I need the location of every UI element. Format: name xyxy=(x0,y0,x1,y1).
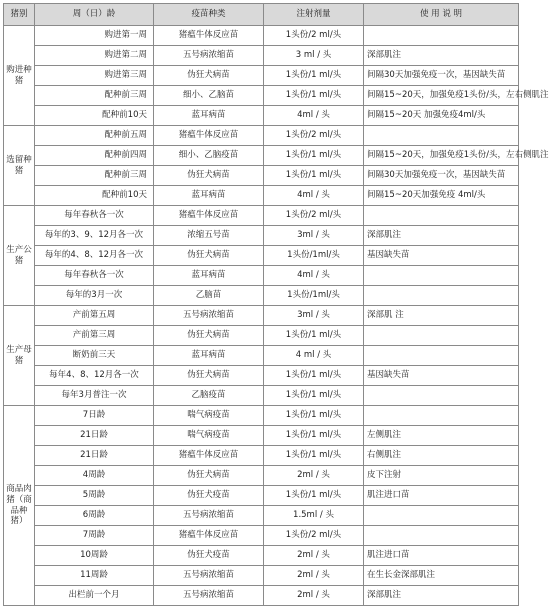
note-cell: 左侧肌注 xyxy=(364,426,519,446)
note-cell: 基因缺失苗 xyxy=(364,246,519,266)
age-cell: 断奶前三天 xyxy=(35,346,154,366)
age-cell: 11周龄 xyxy=(35,566,154,586)
header-vaccine: 疫苗种类 xyxy=(154,4,264,26)
note-cell: 皮下注射 xyxy=(364,466,519,486)
table-row xyxy=(4,66,519,86)
dose-cell: 2ml / 头 xyxy=(264,566,364,586)
note-cell: 深部肌 注 xyxy=(364,306,519,326)
age-cell: 购进第三周 xyxy=(35,66,154,86)
table-row xyxy=(4,426,519,446)
table-row xyxy=(4,86,519,106)
dose-cell: 2ml / 头 xyxy=(264,586,364,606)
dose-cell: 2ml / 头 xyxy=(264,466,364,486)
note-cell: 间隔15~20天加强免疫 4ml/头 xyxy=(364,186,519,206)
dose-cell: 1头份/1 ml/头 xyxy=(264,326,364,346)
age-cell: 产前第五周 xyxy=(35,306,154,326)
note-cell xyxy=(364,126,519,146)
table-row xyxy=(4,106,519,126)
table-row xyxy=(4,306,519,326)
table-row xyxy=(4,526,519,546)
table-row xyxy=(4,286,519,306)
vaccine-cell: 伪狂犬病苗 xyxy=(154,166,264,186)
age-cell: 21日龄 xyxy=(35,426,154,446)
age-cell: 5周龄 xyxy=(35,486,154,506)
dose-cell: 1头份/1 ml/头 xyxy=(264,146,364,166)
table-row xyxy=(4,26,519,46)
vaccine-cell: 伪狂犬病苗 xyxy=(154,326,264,346)
age-cell: 21日龄 xyxy=(35,446,154,466)
note-cell: 间隔30天加强免疫一次，基因缺失苗 xyxy=(364,66,519,86)
age-cell: 配种前五周 xyxy=(35,126,154,146)
age-cell: 配种前三周 xyxy=(35,166,154,186)
age-cell: 每年春秋各一次 xyxy=(35,206,154,226)
vaccine-cell: 猪瘟牛体反应苗 xyxy=(154,446,264,466)
dose-cell: 1头份/2 ml/头 xyxy=(264,526,364,546)
age-cell: 配种前四周 xyxy=(35,146,154,166)
vaccine-cell: 乙脑苗 xyxy=(154,286,264,306)
vaccine-cell: 乙脑疫苗 xyxy=(154,386,264,406)
note-cell: 间隔30天加强免疫一次，基因缺失苗 xyxy=(364,166,519,186)
table-row xyxy=(4,226,519,246)
vaccine-cell: 细小、乙脑疫苗 xyxy=(154,146,264,166)
dose-cell: 2ml / 头 xyxy=(264,546,364,566)
vaccine-cell: 伪狂犬病苗 xyxy=(154,246,264,266)
table-row xyxy=(4,366,519,386)
note-cell xyxy=(364,206,519,226)
age-cell: 每年4、8、12月各一次 xyxy=(35,366,154,386)
dose-cell: 1头份/1 ml/头 xyxy=(264,86,364,106)
dose-cell: 1头份/1 ml/头 xyxy=(264,446,364,466)
vaccine-cell: 浓缩五号苗 xyxy=(154,226,264,246)
age-cell: 配种前10天 xyxy=(35,106,154,126)
vaccination-schedule-table xyxy=(3,3,549,606)
table-row xyxy=(4,446,519,466)
dose-cell: 1头份/1ml/头 xyxy=(264,246,364,266)
dose-cell: 1头份/2 ml/头 xyxy=(264,26,364,46)
category-cell: 选留种猪 xyxy=(4,126,35,206)
age-cell: 每年的3月一次 xyxy=(35,286,154,306)
vaccine-cell: 伪狂犬疫苗 xyxy=(154,486,264,506)
note-cell xyxy=(364,26,519,46)
age-cell: 出栏前一个月 xyxy=(35,586,154,606)
age-cell: 配种前三周 xyxy=(35,86,154,106)
note-cell xyxy=(364,386,519,406)
header-dose: 注射剂量 xyxy=(264,4,364,26)
dose-cell: 4ml / 头 xyxy=(264,266,364,286)
table-row xyxy=(4,586,519,606)
age-cell: 每年的4、8、12月各一次 xyxy=(35,246,154,266)
header-pig-type: 猪别 xyxy=(4,4,35,26)
dose-cell: 1头份/1 ml/头 xyxy=(264,366,364,386)
note-cell: 深部肌注 xyxy=(364,586,519,606)
note-cell xyxy=(364,526,519,546)
age-cell: 购进第二周 xyxy=(35,46,154,66)
note-cell xyxy=(364,286,519,306)
dose-cell: 1头份/1 ml/头 xyxy=(264,66,364,86)
table-row xyxy=(4,246,519,266)
vaccine-cell: 蓝耳病苗 xyxy=(154,106,264,126)
note-cell: 肌注进口苗 xyxy=(364,546,519,566)
vaccine-cell: 五号病浓缩苗 xyxy=(154,506,264,526)
vaccine-cell: 五号病浓缩苗 xyxy=(154,566,264,586)
vaccine-cell: 猪瘟牛体反应苗 xyxy=(154,26,264,46)
dose-cell: 3ml / 头 xyxy=(264,306,364,326)
table-row xyxy=(4,266,519,286)
dose-cell: 1头份/1ml/头 xyxy=(264,286,364,306)
vaccine-cell: 蓝耳病苗 xyxy=(154,266,264,286)
table-row xyxy=(4,506,519,526)
vaccine-cell: 五号病浓缩苗 xyxy=(154,306,264,326)
vaccine-cell: 伪狂犬病苗 xyxy=(154,366,264,386)
note-cell: 深部肌注 xyxy=(364,46,519,66)
age-cell: 购进第一周 xyxy=(35,26,154,46)
dose-cell: 1头份/1 ml/头 xyxy=(264,386,364,406)
age-cell: 产前第三周 xyxy=(35,326,154,346)
vaccine-cell: 蓝耳病苗 xyxy=(154,186,264,206)
note-cell xyxy=(364,506,519,526)
vaccine-cell: 猪瘟牛体反应苗 xyxy=(154,206,264,226)
dose-cell: 1头份/1 ml/头 xyxy=(264,406,364,426)
note-cell xyxy=(364,406,519,426)
vaccine-cell: 细小、乙脑苗 xyxy=(154,86,264,106)
age-cell: 每年的3、9、12月各一次 xyxy=(35,226,154,246)
dose-cell: 1.5ml / 头 xyxy=(264,506,364,526)
dose-cell: 4ml / 头 xyxy=(264,106,364,126)
category-cell: 生产母猪 xyxy=(4,306,35,406)
vaccine-cell: 猪瘟牛体反应苗 xyxy=(154,126,264,146)
table-row xyxy=(4,166,519,186)
dose-cell: 4ml / 头 xyxy=(264,186,364,206)
table-row xyxy=(4,346,519,366)
header-row xyxy=(4,4,519,26)
note-cell xyxy=(364,266,519,286)
note-cell: 肌注进口苗 xyxy=(364,486,519,506)
table-row xyxy=(4,466,519,486)
dose-cell: 3ml / 头 xyxy=(264,226,364,246)
table-row xyxy=(4,566,519,586)
vaccine-cell: 伪狂犬疫苗 xyxy=(154,546,264,566)
header-age: 周（日）龄 xyxy=(35,4,154,26)
table-row xyxy=(4,326,519,346)
dose-cell: 3 ml / 头 xyxy=(264,46,364,66)
table-row xyxy=(4,186,519,206)
vaccine-cell: 五号病浓缩苗 xyxy=(154,46,264,66)
note-cell: 右侧肌注 xyxy=(364,446,519,466)
age-cell: 每年春秋各一次 xyxy=(35,266,154,286)
dose-cell: 1头份/1 ml/头 xyxy=(264,166,364,186)
age-cell: 7日龄 xyxy=(35,406,154,426)
table-row xyxy=(4,146,519,166)
age-cell: 配种前10天 xyxy=(35,186,154,206)
table-row xyxy=(4,126,519,146)
vaccine-cell: 伪狂犬病苗 xyxy=(154,466,264,486)
note-cell: 在生长金深部肌注 xyxy=(364,566,519,586)
note-cell: 深部肌注 xyxy=(364,226,519,246)
dose-cell: 1头份/1 ml/头 xyxy=(264,486,364,506)
vaccine-cell: 喘气病疫苗 xyxy=(154,426,264,446)
category-cell: 生产公猪 xyxy=(4,206,35,306)
dose-cell: 1头份/1 ml/头 xyxy=(264,426,364,446)
note-cell xyxy=(364,326,519,346)
header-notes: 使 用 说 明 xyxy=(364,4,519,26)
table-body xyxy=(4,26,549,606)
vaccine-cell: 伪狂犬病苗 xyxy=(154,66,264,86)
table-row xyxy=(4,386,519,406)
vaccine-cell: 猪瘟牛体反应苗 xyxy=(154,526,264,546)
vaccine-cell: 五号病浓缩苗 xyxy=(154,586,264,606)
category-cell: 购进种猪 xyxy=(4,26,35,126)
dose-cell: 1头份/2 ml/头 xyxy=(264,206,364,226)
table-row xyxy=(4,206,519,226)
note-cell: 间隔15~20天，加强免疫1头份/头，左右侧肌注 xyxy=(364,86,519,106)
note-cell: 间隔15~20天，加强免疫1头份/头，左右侧肌注 xyxy=(364,146,519,166)
table-row xyxy=(4,46,519,66)
age-cell: 每年3月普注一次 xyxy=(35,386,154,406)
table-row xyxy=(4,486,519,506)
dose-cell: 4 ml / 头 xyxy=(264,346,364,366)
note-cell: 基因缺失苗 xyxy=(364,366,519,386)
category-cell: 商品肉猪（商品种猪） xyxy=(4,406,35,606)
age-cell: 6周龄 xyxy=(35,506,154,526)
vaccine-cell: 喘气病疫苗 xyxy=(154,406,264,426)
note-cell: 间隔15~20天 加强免疫4ml/头 xyxy=(364,106,519,126)
age-cell: 4周龄 xyxy=(35,466,154,486)
table-row xyxy=(4,406,519,426)
dose-cell: 1头份/2 ml/头 xyxy=(264,126,364,146)
vaccine-cell: 蓝耳病苗 xyxy=(154,346,264,366)
table-row xyxy=(4,546,519,566)
age-cell: 7周龄 xyxy=(35,526,154,546)
note-cell xyxy=(364,346,519,366)
age-cell: 10周龄 xyxy=(35,546,154,566)
